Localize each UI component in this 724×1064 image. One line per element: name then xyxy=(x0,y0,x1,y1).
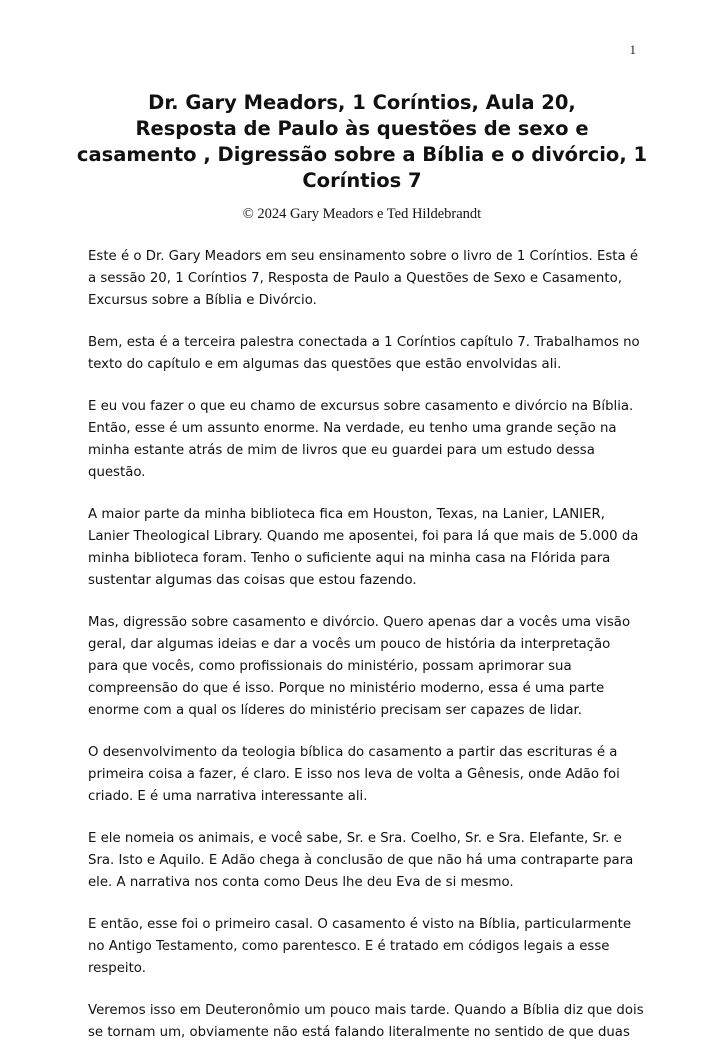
paragraph: E então, esse foi o primeiro casal. O casamento é visto na Bíblia, particularmente no Antigo Testamento, como parentesco. E é tratado em códigos legais a esse respeito. xyxy=(88,917,631,976)
paragraph: Este é o Dr. Gary Meadors em seu ensinamento sobre o livro de 1 Coríntios. Esta é a sessão 20, 1 Coríntios 7, Resposta de Paulo a Questões de Sexo e Casamento, Excursus sobre a Bíblia e Divórcio. xyxy=(88,249,639,308)
document-title xyxy=(70,90,654,194)
title-line: Dr. Gary Meadors, 1 Coríntios, Aula 20, xyxy=(148,91,576,114)
paragraph: E eu vou fazer o que eu chamo de excursus sobre casamento e divórcio na Bíblia. Então, esse é um assunto enorme. Na verdade, eu tenho uma grande seção na minha estante atrás de mim de livros que eu guardei para um estudo dessa questão. xyxy=(88,399,634,480)
paragraph: Mas, digressão sobre casamento e divórcio. Quero apenas dar a vocês uma visão geral, dar algumas ideias e dar a vocês um pouco de história da interpretação para que vocês, como profissionais do ministério, possam aprimorar sua compreensão do que é isso. Porque no ministério moderno, essa é uma parte enorme com a qual os líderes do ministério precisam ser capazes de lidar. xyxy=(88,615,631,718)
title-line: Coríntios 7 xyxy=(302,169,422,192)
body-text xyxy=(88,246,644,1064)
title-line: casamento , Digressão sobre a Bíblia e o divórcio, 1 xyxy=(76,143,648,166)
title-line: Resposta de Paulo às questões de sexo e xyxy=(135,117,589,140)
paragraph: Bem, esta é a terceira palestra conectada a 1 Coríntios capítulo 7. Trabalhamos no texto do capítulo e em algumas das questões que estão envolvidas ali. xyxy=(88,335,640,372)
page-number: 1 xyxy=(629,42,636,57)
paragraph: O desenvolvimento da teologia bíblica do casamento a partir das escrituras é a primeira coisa a fazer, é claro. E isso nos leva de volta a Gênesis, onde Adão foi criado. E é uma narrativa interessante ali. xyxy=(88,745,620,804)
paragraph: Veremos isso em Deuteronômio um pouco mais tarde. Quando a Bíblia diz que dois se tornam um, obviamente não está falando literalmente no sentido de que duas xyxy=(88,1003,644,1040)
paragraph: E ele nomeia os animais, e você sabe, Sr. e Sra. Coelho, Sr. e Sra. Elefante, Sr. e Sra. Isto e Aquilo. E Adão chega à conclusão de que não há uma contraparte para ele. A narrativa nos conta como Deus lhe deu Eva de si mesmo. xyxy=(88,831,634,890)
paragraph: A maior parte da minha biblioteca fica em Houston, Texas, na Lanier, LANIER, Lanier Theological Library. Quando me aposentei, foi para lá que mais de 5.000 da minha biblioteca foram. Tenho o suficiente aqui na minha casa na Flórida para sustentar algumas das coisas que estou fazendo. xyxy=(88,507,639,588)
copyright-notice: © 2024 Gary Meadors e Ted Hildebrandt xyxy=(242,206,482,222)
